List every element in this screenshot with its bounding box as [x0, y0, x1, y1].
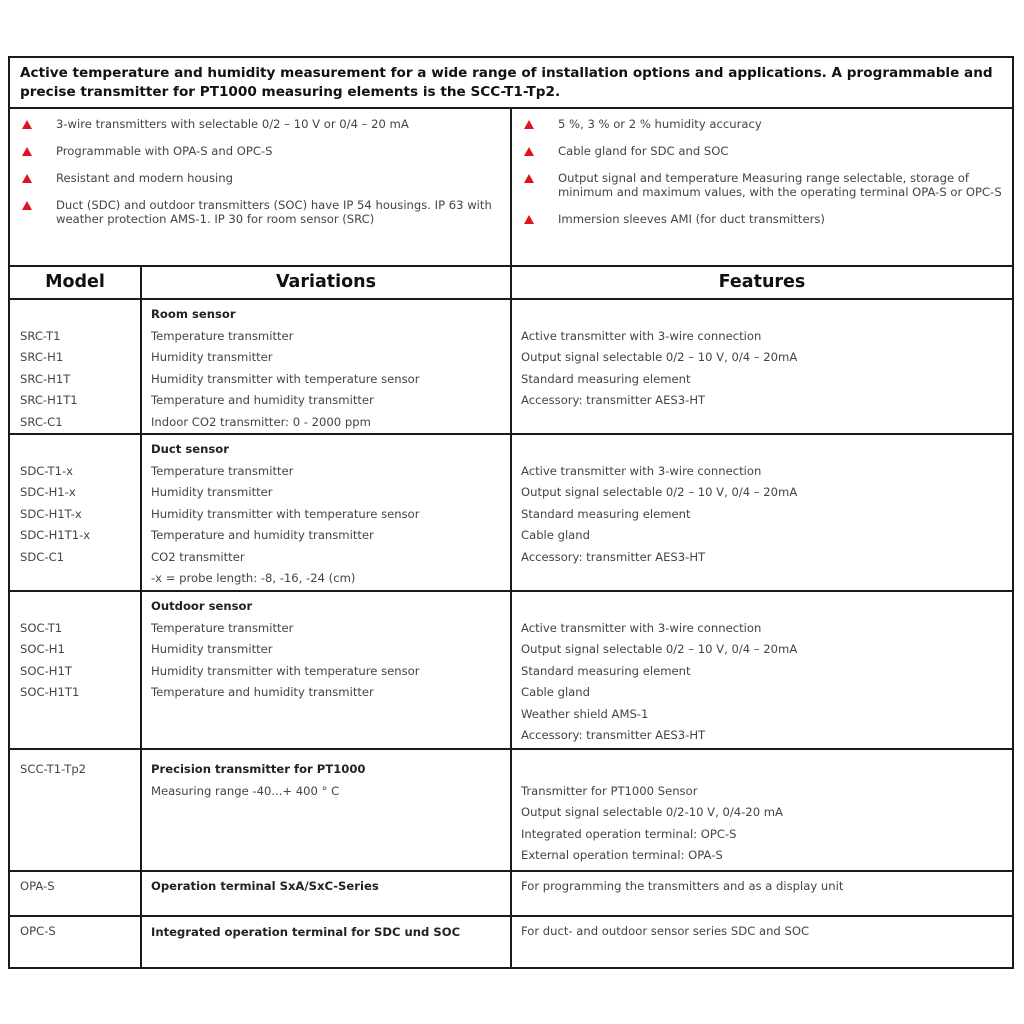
- variations-cell: [142, 300, 512, 433]
- model-name: SDC-H1T-x: [20, 506, 82, 521]
- variation-text: Indoor CO2 transmitter: 0 - 2000 ppm: [151, 414, 371, 429]
- variation-text: Humidity transmitter: [151, 485, 273, 499]
- bullet-item: Duct (SDC) and outdoor transmitters (SOC) have IP 54 housings. IP 63 with weather protection AMS-1. IP 30 for room sensor (SRC): [22, 198, 500, 226]
- model-cell: [10, 872, 142, 915]
- model-name: SDC-H1-x: [20, 485, 76, 499]
- red-triangle-icon: [22, 147, 32, 156]
- model-cell: [10, 300, 142, 433]
- feature-text: Accessory: transmitter AES3-HT: [521, 393, 706, 407]
- variation-text: Humidity transmitter: [151, 350, 273, 364]
- variation-text: -x = probe length: -8, -16, -24 (cm): [151, 571, 356, 585]
- feature-text: For duct- and outdoor sensor series SDC and SOC: [521, 924, 810, 938]
- feature-text: Output signal selectable 0/2 – 10 V, 0/4 – 20mA: [521, 350, 798, 364]
- product-table: [8, 56, 1014, 969]
- variation-text: CO2 transmitter: [151, 549, 245, 564]
- bullet-list-left: [10, 109, 512, 265]
- model-name: SDC-H1T1-x: [20, 528, 91, 542]
- model-name: OPA-S: [20, 879, 55, 893]
- table-row-duct-sensor: [10, 435, 1012, 592]
- features-cell: [512, 435, 1012, 590]
- variation-text: Temperature transmitter: [151, 463, 294, 478]
- group-title: Duct sensor: [151, 442, 229, 456]
- model-cell: [10, 435, 142, 590]
- bullet-item: 3-wire transmitters with selectable 0/2 – 10 V or 0/4 – 20 mA: [22, 117, 500, 131]
- feature-text: Standard measuring element: [521, 663, 691, 678]
- variations-cell: [142, 872, 512, 915]
- feature-text: Output signal selectable 0/2 – 10 V, 0/4 – 20mA: [521, 642, 798, 656]
- table-row-room-sensor: [10, 300, 1012, 435]
- column-header-model: Model: [10, 267, 142, 298]
- variation-text: Humidity transmitter with temperature sensor: [151, 371, 420, 386]
- column-header-features: Features: [718, 272, 806, 292]
- variation-text: Temperature transmitter: [151, 328, 294, 343]
- variation-text: Humidity transmitter: [151, 642, 273, 656]
- feature-text: Standard measuring element: [521, 371, 691, 386]
- model-cell: [10, 750, 142, 870]
- column-header-row: [10, 267, 1012, 300]
- group-title: Precision transmitter for PT1000: [151, 762, 366, 776]
- model-name: SRC-T1: [20, 328, 61, 343]
- model-name: SRC-H1T1: [20, 393, 78, 407]
- feature-text: Active transmitter with 3-wire connection: [521, 620, 762, 635]
- model-cell: [10, 917, 142, 967]
- red-triangle-icon: [22, 201, 32, 210]
- model-name: SOC-T1: [20, 620, 63, 635]
- feature-bullets: [10, 109, 1012, 267]
- table-row-opc-s: [10, 917, 1012, 967]
- model-name: SOC-H1: [20, 642, 65, 656]
- red-triangle-icon: [22, 174, 32, 183]
- model-name: OPC-S: [20, 924, 56, 938]
- group-title: Integrated operation terminal for SDC und SOC: [151, 925, 461, 939]
- group-title: Operation terminal SxA/SxC-Series: [151, 879, 379, 893]
- model-name: SRC-H1T: [20, 371, 71, 386]
- feature-text: Cable gland: [521, 685, 590, 699]
- bullet-item: Resistant and modern housing: [22, 171, 500, 185]
- red-triangle-icon: [22, 120, 32, 129]
- features-cell: [512, 592, 1012, 748]
- variations-cell: [142, 592, 512, 748]
- table-row-outdoor-sensor: [10, 592, 1012, 750]
- model-name: SRC-C1: [20, 414, 63, 429]
- variation-text: Temperature and humidity transmitter: [151, 393, 374, 407]
- model-name: SOC-H1T: [20, 663, 72, 678]
- features-cell: [512, 750, 1012, 870]
- model-name: SRC-H1: [20, 350, 64, 364]
- column-header-variations: Variations: [142, 267, 512, 298]
- feature-text: External operation terminal: OPA-S: [521, 848, 723, 862]
- bullet-item: Immersion sleeves AMI (for duct transmitters): [524, 212, 1002, 226]
- red-triangle-icon: [524, 215, 534, 224]
- feature-text: Output signal selectable 0/2-10 V, 0/4-20 mA: [521, 805, 783, 819]
- table-row-scc-t1-tp2: [10, 750, 1012, 872]
- bullet-item: Output signal and temperature Measuring range selectable, storage of minimum and maximum values, with the operating terminal OPA-S or OPC-S: [524, 171, 1002, 199]
- variation-text: Temperature and humidity transmitter: [151, 528, 374, 542]
- feature-text: Standard measuring element: [521, 506, 691, 521]
- feature-text: Cable gland: [521, 528, 590, 542]
- bullet-item: 5 %, 3 % or 2 % humidity accuracy: [524, 117, 1002, 131]
- variations-cell: [142, 435, 512, 590]
- feature-text: Weather shield AMS-1: [521, 706, 649, 721]
- group-title: Room sensor: [151, 307, 236, 321]
- table-row-opa-s: [10, 872, 1012, 917]
- feature-text: Integrated operation terminal: OPC-S: [521, 826, 737, 841]
- variations-cell: [142, 750, 512, 870]
- intro-text: Active temperature and humidity measurement for a wide range of installation options and applications. A programmable and precise transmitter for PT1000 measuring elements is the SCC-T1-Tp2.: [10, 58, 1012, 109]
- red-triangle-icon: [524, 120, 534, 129]
- feature-text: Accessory: transmitter AES3-HT: [521, 728, 706, 742]
- variation-text: Temperature transmitter: [151, 620, 294, 635]
- red-triangle-icon: [524, 174, 534, 183]
- feature-text: Transmitter for PT1000 Sensor: [521, 783, 698, 798]
- feature-text: Active transmitter with 3-wire connection: [521, 328, 762, 343]
- variation-text: Humidity transmitter with temperature sensor: [151, 506, 420, 521]
- red-triangle-icon: [524, 147, 534, 156]
- feature-text: Accessory: transmitter AES3-HT: [521, 549, 706, 564]
- features-cell: [512, 872, 1012, 915]
- group-title: Outdoor sensor: [151, 599, 253, 613]
- bullet-list-right: [512, 109, 1012, 265]
- features-cell: [512, 917, 1012, 967]
- variations-cell: [142, 917, 512, 967]
- features-cell: [512, 300, 1012, 433]
- bullet-item: Cable gland for SDC and SOC: [524, 144, 1002, 158]
- variation-text: Humidity transmitter with temperature sensor: [151, 663, 420, 678]
- feature-text: Active transmitter with 3-wire connection: [521, 463, 762, 478]
- model-name: SOC-H1T1: [20, 685, 80, 699]
- model-name: SCC-T1-Tp2: [20, 762, 87, 776]
- variation-text: Temperature and humidity transmitter: [151, 685, 374, 699]
- feature-text: Output signal selectable 0/2 – 10 V, 0/4 – 20mA: [521, 485, 798, 499]
- bullet-item: Programmable with OPA-S and OPC-S: [22, 144, 500, 158]
- model-cell: [10, 592, 142, 748]
- model-name: SDC-T1-x: [20, 463, 74, 478]
- model-name: SDC-C1: [20, 549, 65, 564]
- feature-text: For programming the transmitters and as a display unit: [521, 879, 844, 893]
- variation-text: Measuring range -40...+ 400 ° C: [151, 783, 340, 798]
